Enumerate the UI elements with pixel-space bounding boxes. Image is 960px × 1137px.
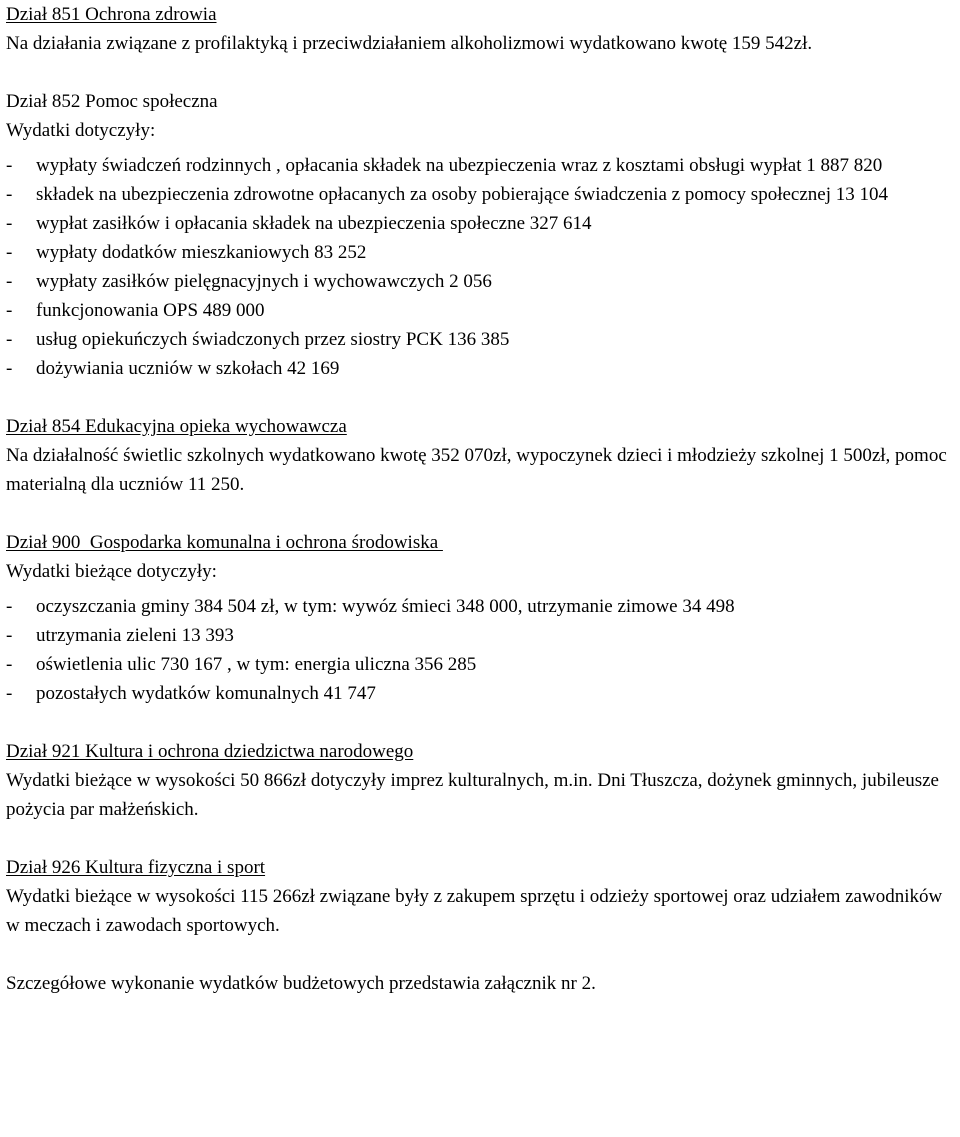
- section-heading-900: Dział 900 Gospodarka komunalna i ochrona środowiska: [6, 532, 443, 553]
- list-item: [6, 296, 950, 325]
- section-text-921: Wydatki bieżące w wysokości 50 866zł dotyczyły imprez kulturalnych, m.in. Dni Tłuszcza, dożynek gminnych, jubileusze pożycia par małżeńskich.: [6, 770, 939, 820]
- section-text-851: Na działania związane z profilaktyką i przeciwdziałaniem alkoholizmowi wydatkowano kwotę 159 542zł.: [6, 33, 813, 54]
- dash-marker: -: [6, 242, 13, 263]
- list-item-text: wypłaty świadczeń rodzinnych , opłacania składek na ubezpieczenia wraz z kosztami obsługi wypłat 1 887 820: [36, 155, 883, 176]
- dash-marker: -: [6, 300, 13, 321]
- dash-marker: -: [6, 184, 13, 205]
- section-heading-852: Dział 852 Pomoc społeczna: [6, 91, 218, 112]
- list-item: [6, 209, 950, 238]
- footer-note: Szczegółowe wykonanie wydatków budżetowych przedstawia załącznik nr 2.: [6, 973, 596, 994]
- section-heading-926: Dział 926 Kultura fizyczna i sport: [6, 857, 266, 878]
- section-heading-921: Dział 921 Kultura i ochrona dziedzictwa narodowego: [6, 741, 414, 762]
- dash-marker: -: [6, 358, 13, 379]
- list-item-text: oświetlenia ulic 730 167 , w tym: energia uliczna 356 285: [36, 654, 477, 675]
- section-intro-900: Wydatki bieżące dotyczyły:: [6, 561, 217, 582]
- list-item-text: wypłaty zasiłków pielęgnacyjnych i wychowawczych 2 056: [36, 271, 492, 292]
- list-item: [6, 592, 950, 621]
- section-926: [6, 853, 950, 940]
- dash-marker: -: [6, 683, 13, 704]
- dash-marker: -: [6, 329, 13, 350]
- list-item: [6, 267, 950, 296]
- section-900: [6, 528, 950, 708]
- section-852: [6, 87, 950, 383]
- list-item: [6, 238, 950, 267]
- list-item-text: oczyszczania gminy 384 504 zł, w tym: wywóz śmieci 348 000, utrzymanie zimowe 34 498: [36, 596, 735, 617]
- dash-marker: -: [6, 213, 13, 234]
- section-intro-852: Wydatki dotyczyły:: [6, 120, 156, 141]
- expense-list-900: [6, 592, 950, 708]
- section-heading-851: Dział 851 Ochrona zdrowia: [6, 4, 217, 25]
- section-854: [6, 412, 950, 499]
- list-item-text: wypłaty dodatków mieszkaniowych 83 252: [36, 242, 367, 263]
- list-item: [6, 679, 950, 708]
- footer-note-section: [6, 969, 950, 998]
- list-item: [6, 621, 950, 650]
- dash-marker: -: [6, 271, 13, 292]
- list-item-text: składek na ubezpieczenia zdrowotne opłacanych za osoby pobierające świadczenia z pomocy społecznej 13 104: [36, 184, 888, 205]
- list-item-text: utrzymania zieleni 13 393: [36, 625, 234, 646]
- list-item: [6, 151, 950, 180]
- list-item-text: funkcjonowania OPS 489 000: [36, 300, 265, 321]
- dash-marker: -: [6, 654, 13, 675]
- list-item-text: usług opiekuńczych świadczonych przez siostry PCK 136 385: [36, 329, 510, 350]
- dash-marker: -: [6, 625, 13, 646]
- list-item-text: pozostałych wydatków komunalnych 41 747: [36, 683, 376, 704]
- list-item: [6, 325, 950, 354]
- list-item: [6, 180, 950, 209]
- dash-marker: -: [6, 596, 13, 617]
- list-item: [6, 650, 950, 679]
- section-851: [6, 0, 950, 58]
- section-text-926: Wydatki bieżące w wysokości 115 266zł związane były z zakupem sprzętu i odzieży sportowej oraz udziałem zawodników w meczach i zawodach sportowych.: [6, 886, 943, 936]
- section-921: [6, 737, 950, 824]
- section-heading-854: Dział 854 Edukacyjna opieka wychowawcza: [6, 416, 347, 437]
- list-item-text: wypłat zasiłków i opłacania składek na ubezpieczenia społeczne 327 614: [36, 213, 592, 234]
- list-item-text: dożywiania uczniów w szkołach 42 169: [36, 358, 340, 379]
- section-text-854: Na działalność świetlic szkolnych wydatkowano kwotę 352 070zł, wypoczynek dzieci i młodzieży szkolnej 1 500zł, pomoc materialną dla uczniów 11 250.: [6, 445, 947, 495]
- dash-marker: -: [6, 155, 13, 176]
- expense-list-852: [6, 151, 950, 383]
- list-item: [6, 354, 950, 383]
